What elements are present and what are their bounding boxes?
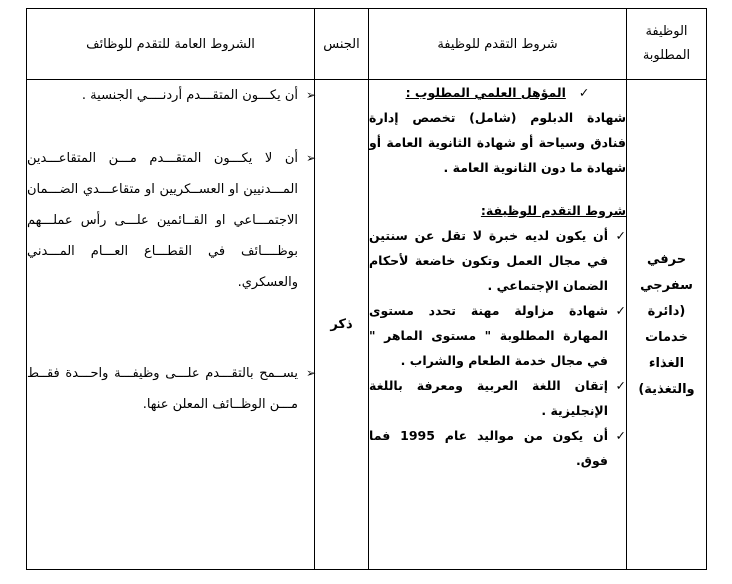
job-vacancy-table <box>26 8 707 570</box>
list-item: ✓ أن يكون من مواليد عام 1995 فما فوق. <box>369 423 626 473</box>
arrow-bullet-icon: ➢ <box>305 151 316 165</box>
gender-cell: ذكر <box>315 80 369 570</box>
check-icon: ✓ <box>615 228 626 243</box>
check-icon: ✓ <box>615 428 626 443</box>
requirements-list <box>369 223 626 473</box>
list-item: ✓ إتقان اللغة العربية ومعرفة باللغة الإنجليزية . <box>369 373 626 423</box>
header-row <box>27 9 707 80</box>
requirements-title: شروط التقدم للوظيفة: <box>480 203 626 218</box>
general-conditions-cell <box>27 80 315 570</box>
list-item: ➢ يســمح بالتقـــدم علـــى وظيفـــة واحـــدة فقــط مـــن الوظــائف المعلن عنها. <box>27 358 314 420</box>
list-item: ➢ أن لا يكـــون المتقـــدم مـــن المتقاعـــدين المـــدنيين او العســكريين او متقاعـــدي الضـــمان الاجتمـــاعي او القــائمين علـــى رأس عملـــهم بوظــــائف في القطـــاع العـــام المـــدني والعسكري. <box>27 143 314 298</box>
header-job-line2: المطلوبة <box>642 48 691 63</box>
check-icon: ✓ <box>615 303 626 318</box>
list-item: ✓ أن يكون لديه خبرة لا تقل عن سنتين في مجال العمل وتكون خاضعة لأحكام الضمان الإجتماعي . <box>369 223 626 298</box>
header-gender: الجنس <box>315 9 369 80</box>
table-row <box>27 80 707 570</box>
list-item: ✓ شهادة مزاولة مهنة تحدد مستوى المهارة المطلوبة " مستوى الماهر " في مجال خدمة الطعام والشراب . <box>369 298 626 373</box>
qualification-heading <box>369 80 626 105</box>
job-title-cell: حرفي سفرجي (دائرة خدمات الغذاء والتغذية) <box>627 80 707 570</box>
arrow-bullet-icon: ➢ <box>305 88 316 102</box>
header-job <box>627 9 707 80</box>
check-icon: ✓ <box>615 378 626 393</box>
list-item: ➢ أن يكـــون المتقـــدم أردنــــي الجنسية . <box>27 80 314 111</box>
qualification-title: المؤهل العلمي المطلوب : <box>405 85 566 100</box>
header-conditions: شروط التقدم للوظيفة <box>369 9 627 80</box>
check-icon: ✓ <box>578 85 590 100</box>
arrow-bullet-icon: ➢ <box>305 366 316 380</box>
job-conditions-cell <box>369 80 627 570</box>
header-job-line1: الوظيفة <box>645 24 688 39</box>
qualification-text: شهادة الدبلوم (شامل) تخصص إدارة فنادق وسياحة أو شهادة الثانوية العامة أو شهادة ما دون الثانوية العامة . <box>369 110 626 175</box>
header-general-conditions: الشروط العامة للتقدم للوظائف <box>27 9 315 80</box>
